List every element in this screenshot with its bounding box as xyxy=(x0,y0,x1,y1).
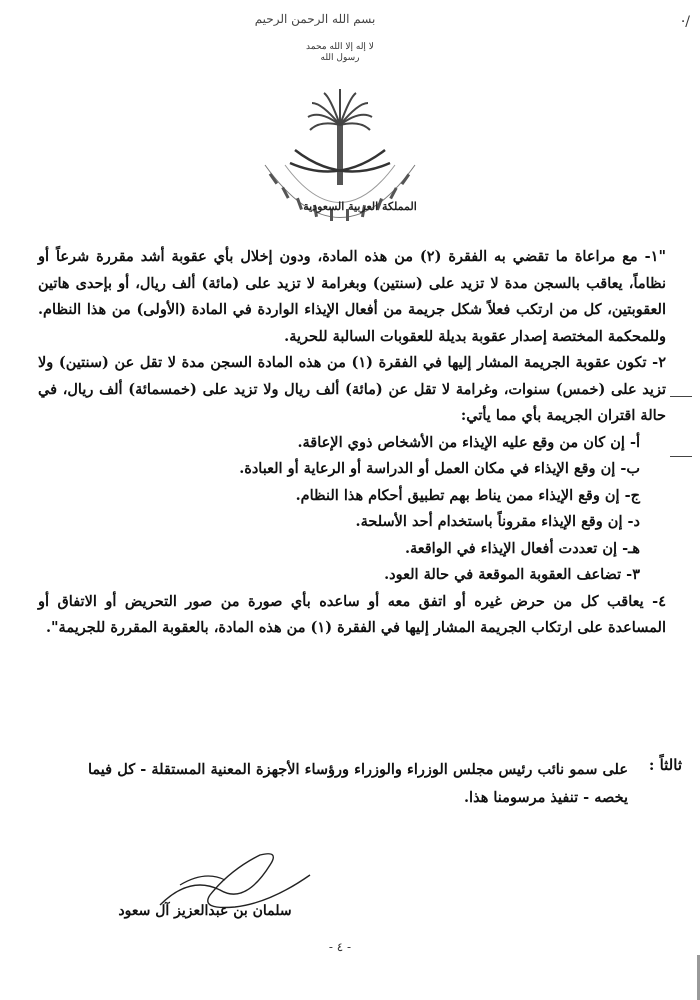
article-paragraph-2: ٢- تكون عقوبة الجريمة المشار إليها في الفقرة (١) من هذه المادة السجن مدة لا تقل عن (سنتين) ولا تزيد على (خمس) سنوات، وغرامة لا تقل عن (مائة) ألف ريال ولا تزيد على (خمسمائة) ألف ريال، في حالة اقتران الجريمة بأي مما يأتي: xyxy=(38,354,666,424)
sub-item-b: ب- إن وقع الإيذاء في مكان العمل أو الدراسة أو الرعاية أو العبادة. xyxy=(239,460,640,477)
page-number: - ٤ - xyxy=(328,940,352,954)
sub-item-a: أ- إن كان من وقع عليه الإيذاء من الأشخاص ذوي الإعاقة. xyxy=(297,433,640,451)
kingdom-name: المملكة العربية السعودية xyxy=(303,200,417,213)
signer-name: سلمان بن عبدالعزيز آل سعود xyxy=(118,903,292,919)
corner-mark: ·/ xyxy=(680,14,690,30)
decree-body xyxy=(38,244,666,642)
section-three-text: على سمو نائب رئيس مجلس الوزراء والوزراء ورؤساء الأجهزة المعنية المستقلة - كل فيما يخصه - تنفيذ مرسومنا هذا. xyxy=(88,761,628,806)
shahada-calligraphy: لا إله إلا الله محمد رسول الله xyxy=(306,42,374,63)
palm-trunk xyxy=(337,125,343,185)
margin-line xyxy=(670,456,692,459)
article-paragraph-1: "١- مع مراعاة ما تقضي به الفقرة (٢) من هذه المادة، ودون إخلال بأي عقوبة أشد مقررة شرعاً أو نظاماً، يعاقب بالسجن مدة لا تزيد على (سنتين) وبغرامة لا تزيد على (مائة) ألف ريال، أو بإحدى هاتين العقوبتين، كل من ارتكب فعلاً شكل جريمة من أفعال الإيذاء الواردة في المادة (الأولى) من هذا النظام. وللمحكمة المختصة إصدار عقوبة بديلة للعقوبات السالبة للحرية. xyxy=(38,248,666,345)
basmala: بسم الله الرحمن الرحيم xyxy=(254,12,376,26)
sub-item-c: ج- إن وقع الإيذاء ممن يناط بهم تطبيق أحكام هذا النظام. xyxy=(295,486,640,504)
article-paragraph-4: ٤- يعاقب كل من حرض غيره أو اتفق معه أو ساعده بأي صورة من صور التحريض أو الاتفاق أو المساعدة على ارتكاب الجريمة المشار إليها في الفقرة (١) من هذه المادة، بالعقوبة المقررة للجريمة". xyxy=(38,592,666,636)
margin-line xyxy=(670,396,692,399)
article-paragraph-3: ٣- تضاعف العقوبة الموقعة في حالة العود. xyxy=(384,566,640,583)
sub-item-e: هـ- إن تعددت أفعال الإيذاء في الواقعة. xyxy=(404,539,640,557)
section-three-label: ثالثاً : xyxy=(648,756,682,774)
palm-fronds xyxy=(308,89,372,130)
sub-item-d: د- إن وقع الإيذاء مقروناً باستخدام أحد الأسلحة. xyxy=(355,513,640,530)
